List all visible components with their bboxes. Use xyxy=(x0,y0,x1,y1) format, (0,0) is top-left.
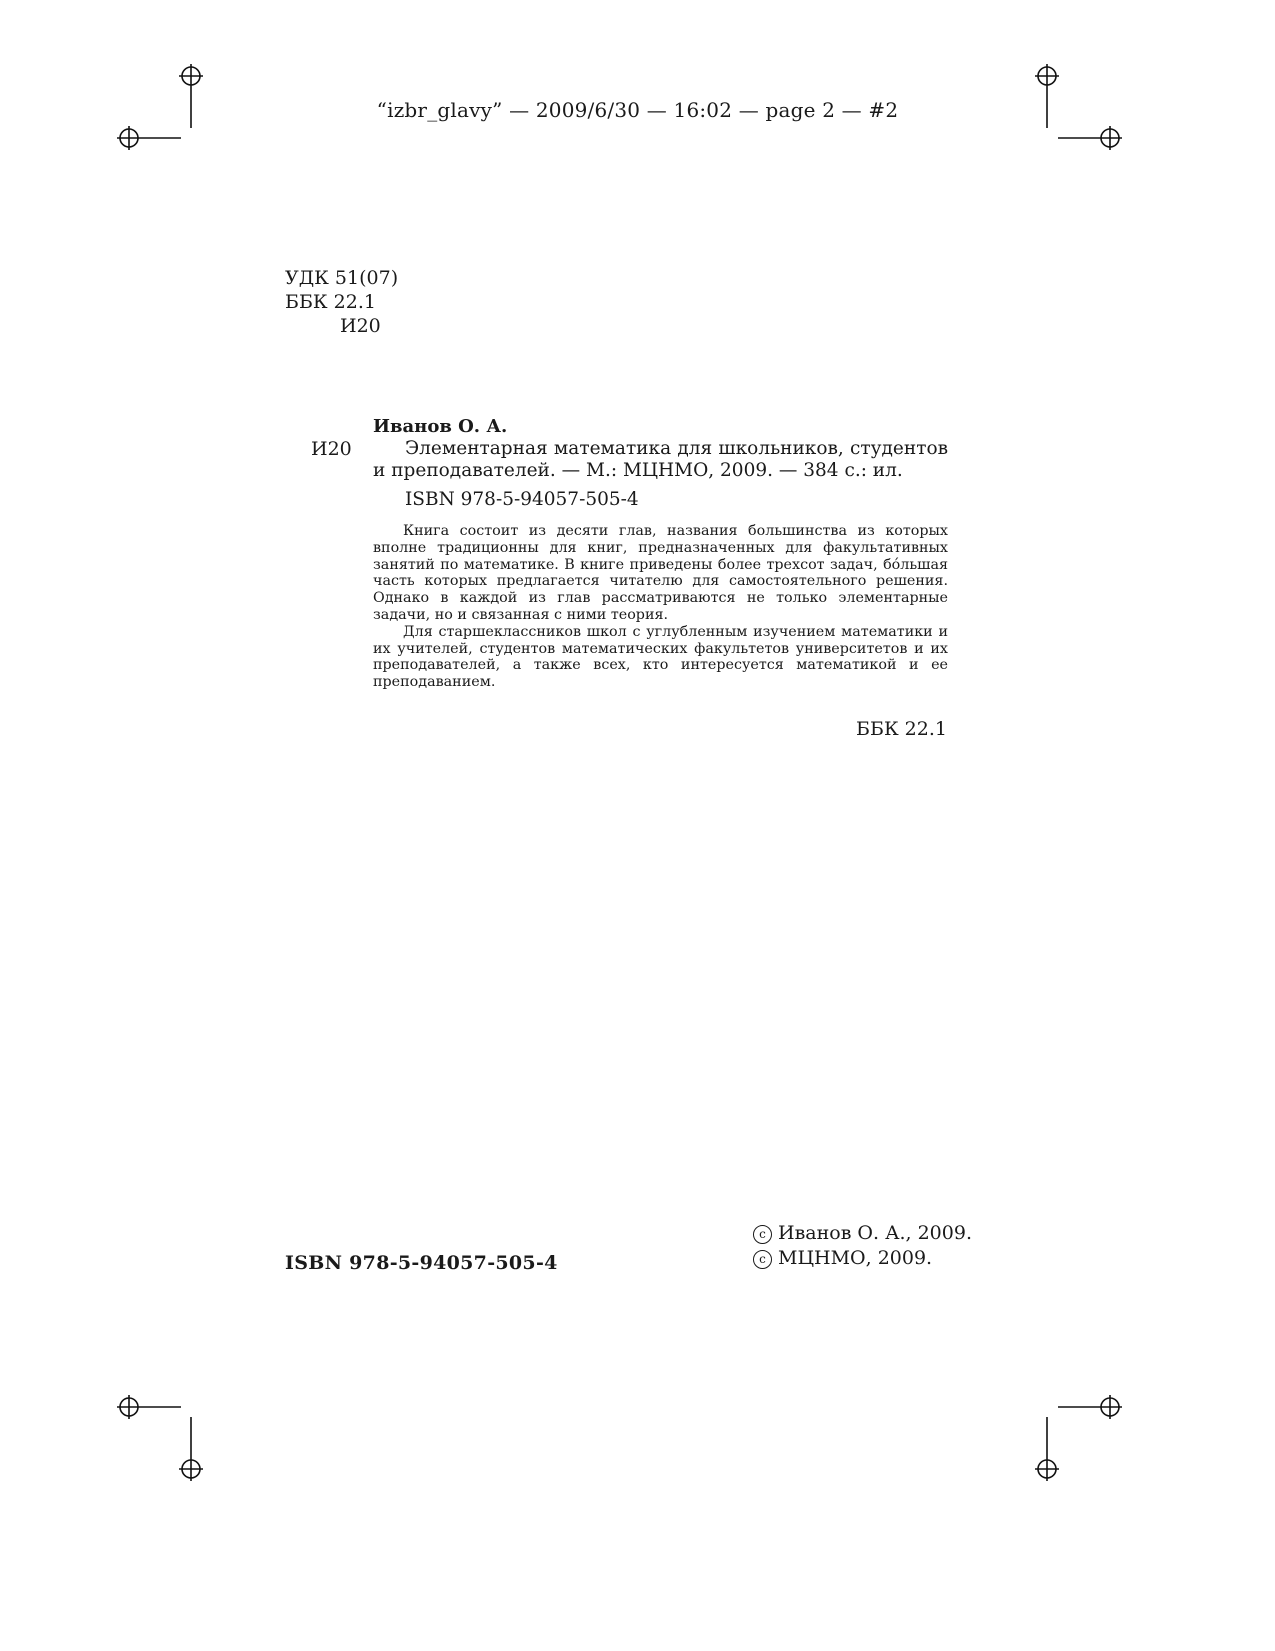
author-name: Иванов О. А. xyxy=(373,416,508,437)
footer-isbn: ISBN 978-5-94057-505-4 xyxy=(285,1252,558,1274)
copyright-text: Иванов О. А., 2009. xyxy=(778,1222,972,1244)
entry-isbn: ISBN 978-5-94057-505-4 xyxy=(405,489,639,510)
registration-mark-icon xyxy=(179,1457,203,1481)
abstract-paragraph: Книга состоит из десяти глав, названия большинства из которых вполне традиционны для книг, предназначенных для факультативных занятий по математике. В книге приведены более трехсот задач, бóльшая часть которых предлагается читателю для самостоятельного решения. Однако в каждой из глав рассматриваются не только элементарные задачи, но и связанная с ними теория. xyxy=(373,523,948,623)
title-description: Элементарная математика для школьников, студентов и преподавателей. — М.: МЦНМО, 2009. — 384 с.: ил. xyxy=(373,438,948,481)
bibliographic-description xyxy=(373,438,948,482)
registration-mark-icon xyxy=(117,1395,141,1419)
bbk-right: ББК 22.1 xyxy=(856,718,947,740)
registration-mark-icon xyxy=(1098,1395,1122,1419)
registration-mark-icon xyxy=(1035,1457,1059,1481)
copyright-icon: c xyxy=(753,1250,772,1269)
entry-code: И20 xyxy=(311,438,352,460)
bbk-index: ББК 22.1 xyxy=(285,291,376,313)
registration-mark-icon xyxy=(179,64,203,88)
copyright-text: МЦНМО, 2009. xyxy=(778,1247,933,1269)
copyright-line xyxy=(753,1221,972,1246)
copyright-line xyxy=(753,1246,932,1271)
author-code: И20 xyxy=(340,315,381,337)
registration-mark-icon xyxy=(117,126,141,150)
abstract-paragraph: Для старшеклассников школ с углубленным изучением математики и их учителей, студентов математических факультетов университетов и их преподавателей, а также всех, кто интересуется математикой и ее преподаванием. xyxy=(373,623,948,691)
udk-index: УДК 51(07) xyxy=(285,267,399,289)
abstract xyxy=(373,523,948,691)
registration-mark-icon xyxy=(1098,126,1122,150)
running-head: “izbr_glavy” — 2009/6/30 — 16:02 — page 2 — #2 xyxy=(376,98,899,122)
copyright-icon: c xyxy=(753,1225,772,1244)
registration-mark-icon xyxy=(1035,64,1059,88)
